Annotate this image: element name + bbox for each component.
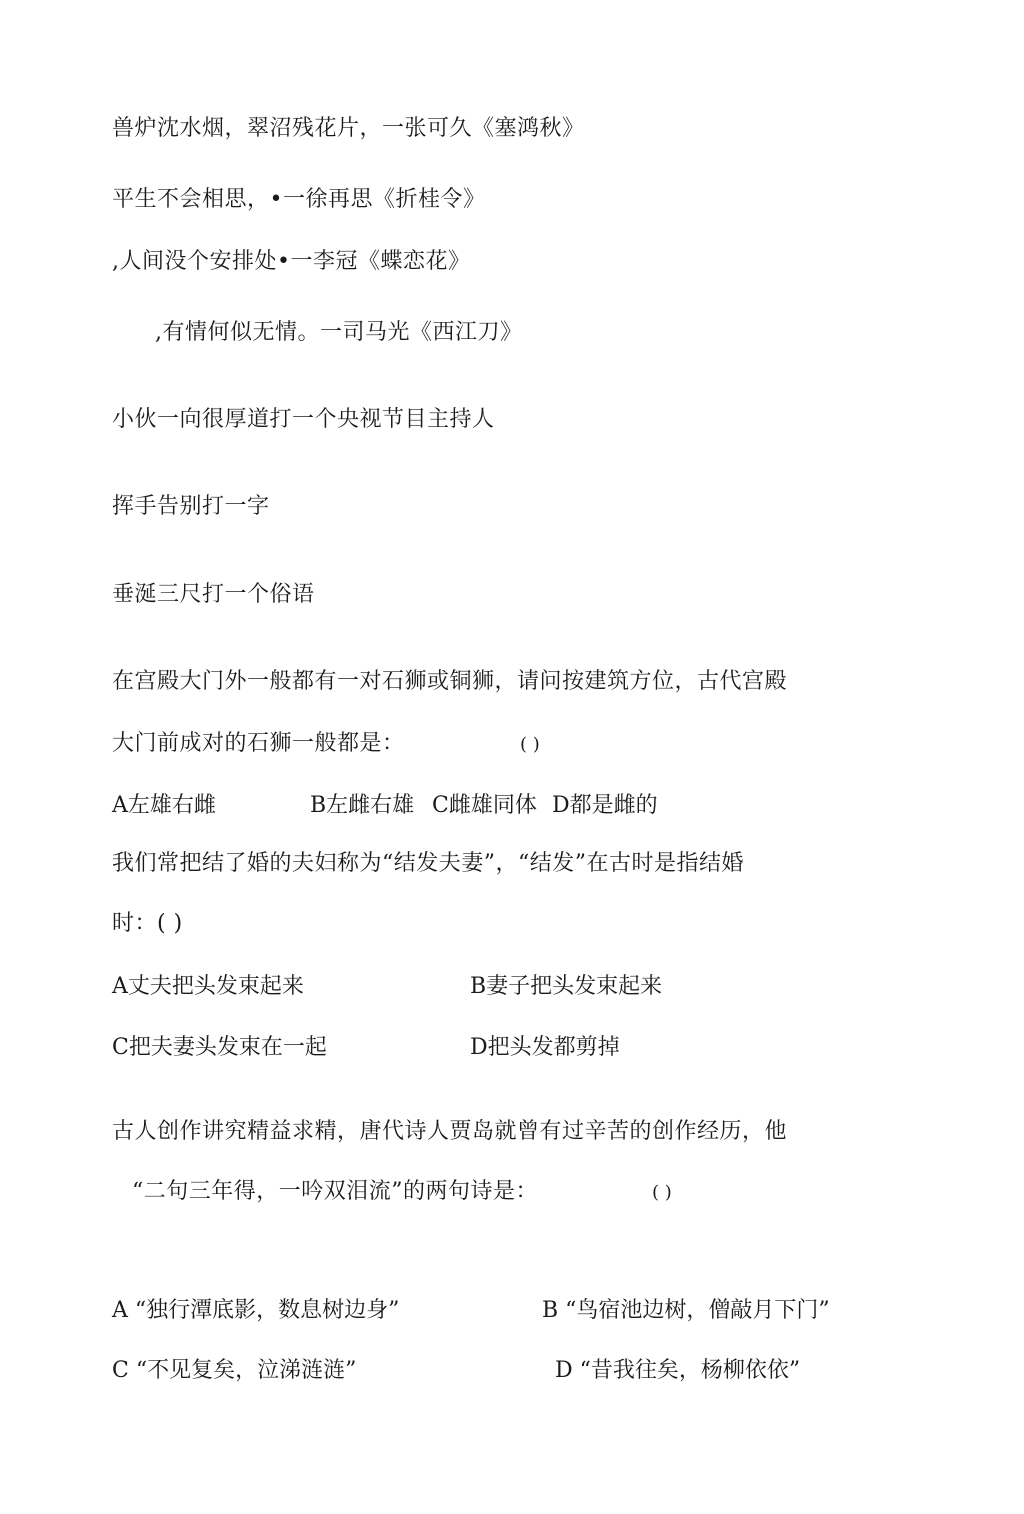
question-3-line-2: “二句三年得，一吟双泪流”的两句诗是：	[132, 1179, 538, 1204]
question-2-option-a: A丈夫把头发束起来	[112, 974, 304, 999]
question-3-option-c: C “不见复矣，泣涕涟涟”	[112, 1358, 357, 1383]
question-3-option-a: A “独行潭底影，数息树边身”	[112, 1298, 400, 1323]
verse-line-1: 兽炉沈水烟，翠沼残花片，一张可久《塞鸿秋》	[112, 116, 585, 141]
verse-line-4: ,有情何似无情。一司马光《西江刀》	[155, 320, 523, 345]
question-2-line-1: 我们常把结了婚的夫妇称为“结发夫妻”，“结发”在古时是指结婚	[112, 851, 744, 876]
question-3-option-b: B “鸟宿池边树，僧敲月下门”	[542, 1298, 830, 1323]
question-1-option-d: D都是雌的	[552, 793, 658, 818]
question-1-line-1: 在宫殿大门外一般都有一对石狮或铜狮，请问按建筑方位，古代宫殿	[112, 669, 788, 694]
question-2-line-2: 时：( )	[112, 911, 183, 936]
question-1-line-2: 大门前成对的石狮一般都是：	[112, 731, 405, 756]
question-2-option-c: C把夫妻头发束在一起	[112, 1035, 327, 1060]
question-2-option-d: D把头发都剪掉	[470, 1035, 620, 1060]
question-1-option-c: C雌雄同体	[432, 793, 537, 818]
verse-line-3: ,人间没个安排处•一李冠《蝶恋花》	[112, 249, 471, 274]
question-2-option-b: B妻子把头发束起来	[470, 974, 663, 999]
riddle-2: 挥手告别打一字	[112, 494, 270, 519]
question-3-line-1: 古人创作讲究精益求精，唐代诗人贾岛就曾有过辛苦的创作经历，他	[112, 1119, 788, 1144]
riddle-1: 小伙一向很厚道打一个央视节目主持人	[112, 407, 495, 432]
question-3-option-d: D “昔我往矣，杨柳依依”	[555, 1358, 801, 1383]
verse-line-2: 平生不会相思，•一徐再思《折桂令》	[112, 187, 486, 212]
riddle-3: 垂涎三尺打一个俗语	[112, 582, 315, 607]
question-1-option-b: B左雌右雄	[310, 793, 415, 818]
question-3-answer-blank: ( )	[652, 1182, 672, 1203]
question-1-answer-blank: ( )	[520, 734, 540, 755]
question-1-option-a: A左雄右雌	[112, 793, 216, 818]
